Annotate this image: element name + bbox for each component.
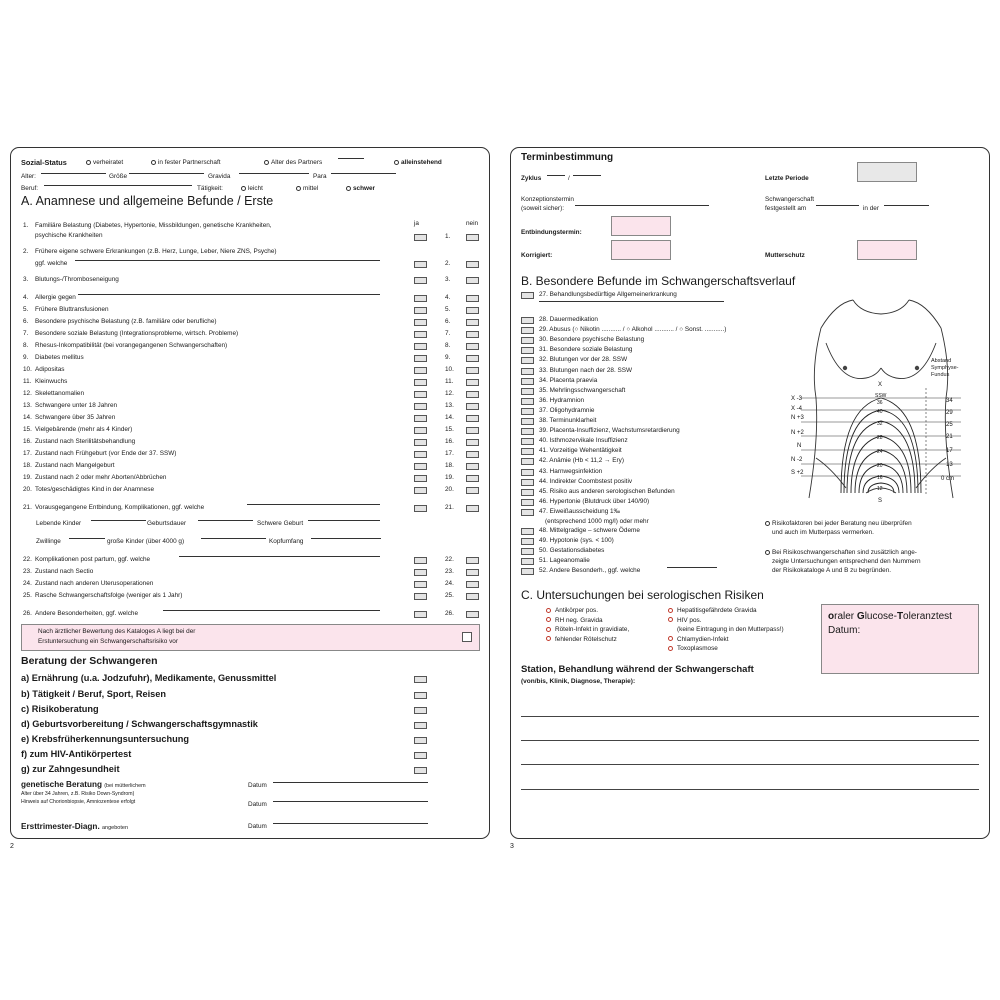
catalog-b-checkbox[interactable] xyxy=(521,428,534,435)
status-alleinstehend[interactable]: alleinstehend xyxy=(394,159,442,166)
ja-checkbox[interactable] xyxy=(414,391,427,398)
diagram-left-3: N +2 xyxy=(791,430,804,436)
ja-checkbox[interactable] xyxy=(414,379,427,386)
serology-circle-icon xyxy=(668,646,673,651)
diagram-week-36: 36 xyxy=(877,400,883,406)
ja-checkbox[interactable] xyxy=(414,439,427,446)
nein-checkbox[interactable] xyxy=(466,307,479,314)
alter-label: Alter: xyxy=(21,173,36,180)
catalog-b-checkbox[interactable] xyxy=(521,378,534,385)
konzeption-label: Konzeptionstermin xyxy=(521,196,574,203)
diagram-x-mark: X xyxy=(878,382,883,388)
zyklus-field-b[interactable] xyxy=(573,175,601,176)
diagram-week-ssw: SSW xyxy=(875,393,887,399)
diagram-week-24: 24 xyxy=(877,449,883,455)
serology-circle-icon xyxy=(546,627,551,632)
catalog-b-checkbox[interactable] xyxy=(521,528,534,535)
serology-circle-icon xyxy=(546,617,551,622)
diagram-right-1: 29 xyxy=(946,410,953,416)
beratung-checkbox[interactable] xyxy=(414,676,427,683)
festgestellt-field[interactable] xyxy=(816,205,859,206)
ja-checkbox[interactable] xyxy=(414,295,427,302)
taetigkeit-leicht[interactable]: leicht xyxy=(241,185,263,192)
catalog-b-checkbox[interactable] xyxy=(521,458,534,465)
station-line-4[interactable] xyxy=(521,789,979,790)
station-title: Station, Behandlung während der Schwangerschaft xyxy=(521,664,754,675)
para-label: Para xyxy=(313,173,327,180)
terminbestimmung-title: Terminbestimmung xyxy=(521,152,614,163)
nein-checkbox[interactable] xyxy=(466,379,479,386)
catalog-b-checkbox[interactable] xyxy=(521,368,534,375)
ja-checkbox[interactable] xyxy=(414,427,427,434)
serology-circle-icon xyxy=(668,636,673,641)
station-line-3[interactable] xyxy=(521,764,979,765)
ja-checkbox[interactable] xyxy=(414,403,427,410)
diagram-left-0: X -3 xyxy=(791,396,803,402)
ja-checkbox[interactable] xyxy=(414,557,427,564)
diagram-week-40: 40 xyxy=(877,409,883,415)
nein-checkbox[interactable] xyxy=(466,331,479,338)
catalog-b-checkbox[interactable] xyxy=(521,388,534,395)
ja-checkbox[interactable] xyxy=(414,487,427,494)
taetigkeit-label: Tätigkeit: xyxy=(197,185,223,192)
diagram-week-16: 16 xyxy=(877,475,883,481)
catalog-b-checkbox[interactable] xyxy=(521,327,534,334)
radio-icon xyxy=(296,186,301,191)
section-c-title: C. Untersuchungen bei serologischen Risiken xyxy=(521,588,764,602)
taetigkeit-mittel[interactable]: mittel xyxy=(296,185,318,192)
beratung-checkbox[interactable] xyxy=(414,722,427,729)
catalog-b-checkbox[interactable] xyxy=(521,337,534,344)
zyklus-field-a[interactable] xyxy=(547,175,565,176)
nein-checkbox[interactable] xyxy=(466,403,479,410)
page-number-right: 3 xyxy=(510,843,514,850)
gravida-field[interactable] xyxy=(239,173,309,174)
beratung-title: Beratung der Schwangeren xyxy=(21,655,158,667)
festgestellt-label: festgestellt am xyxy=(765,205,807,212)
ja-checkbox[interactable] xyxy=(414,505,427,512)
ja-checkbox[interactable] xyxy=(414,261,427,268)
nein-checkbox[interactable] xyxy=(466,391,479,398)
letzte-periode-label: Letzte Periode xyxy=(765,175,809,182)
mutterschutz-label: Mutterschutz xyxy=(765,252,805,259)
sozial-status-label: Sozial-Status xyxy=(21,158,67,167)
nein-checkbox[interactable] xyxy=(466,415,479,422)
risk-note-2: Bei Risikoschwangerschaften sind zusätzlich ange- zeigte Untersuchungen entsprechend den Nummern der Risikokataloge A und B zu begründen. xyxy=(765,548,921,575)
nein-checkbox[interactable] xyxy=(466,593,479,600)
nein-checkbox[interactable] xyxy=(466,557,479,564)
korrigiert-label: Korrigiert: xyxy=(521,252,553,259)
catalog-b-checkbox[interactable] xyxy=(521,317,534,324)
diagram-right-4: 17 xyxy=(946,448,953,454)
bullet-icon xyxy=(765,550,770,555)
diagram-right-0: 34 xyxy=(946,398,953,404)
datum-field-2[interactable] xyxy=(273,801,428,802)
diagram-s-mark: S xyxy=(878,498,883,504)
diagram-left-5: N -2 xyxy=(791,457,803,463)
serology-circle-icon xyxy=(668,617,673,622)
diagram-left-4: N xyxy=(797,443,802,449)
catalog-b-checkbox[interactable] xyxy=(521,509,534,516)
ja-checkbox[interactable] xyxy=(414,475,427,482)
para-field[interactable] xyxy=(331,173,396,174)
diagram-right-2: 25 xyxy=(946,422,953,428)
ja-checkbox[interactable] xyxy=(414,451,427,458)
diagram-week-20: 20 xyxy=(877,463,883,469)
nein-checkbox[interactable] xyxy=(466,427,479,434)
konzeption-field[interactable] xyxy=(575,205,709,206)
genetische-note1: Alter über 34 Jahren, z.B. Risiko Down-Syndrom) xyxy=(21,791,135,797)
catalog-b-checkbox[interactable] xyxy=(521,469,534,476)
catalog-b-checkbox[interactable] xyxy=(521,489,534,496)
datum-label-1: Datum xyxy=(248,782,267,789)
risk-checkbox[interactable] xyxy=(462,632,472,642)
risk-assessment-box: Nach ärztlicher Bewertung des Kataloges A liegt bei der Erstuntersuchung ein Schwangerschaftsrisiko vor xyxy=(21,624,480,651)
ja-checkbox[interactable] xyxy=(414,611,427,618)
ja-checkbox[interactable] xyxy=(414,581,427,588)
datum-label-2: Datum xyxy=(248,801,267,808)
diagram-week-28: 28 xyxy=(877,435,883,441)
ja-checkbox[interactable] xyxy=(414,307,427,314)
serology-circle-icon xyxy=(546,636,551,641)
b47-subtext: (entsprechend 1000 mg/l) oder mehr xyxy=(545,518,649,525)
station-subtitle: (von/bis, Klinik, Diagnose, Therapie): xyxy=(521,678,636,685)
ja-checkbox[interactable] xyxy=(414,463,427,470)
serology-right-list: Hepatitisgefährdete Gravida HIV pos. (keine Eintragung in den Mutterpass!) Chlamydien-Infekt Toxoplasmose xyxy=(668,606,784,654)
nein-checkbox[interactable] xyxy=(466,505,479,512)
catalog-b-checkbox[interactable] xyxy=(521,292,534,299)
serology-circle-icon xyxy=(546,608,551,613)
groesse-label: Größe xyxy=(109,173,128,180)
catalog-b-checkbox[interactable] xyxy=(521,398,534,405)
ja-checkbox[interactable] xyxy=(414,277,427,284)
catalog-b-checkbox[interactable] xyxy=(521,347,534,354)
groesse-field[interactable] xyxy=(129,173,204,174)
section-a-title: A. Anamnese und allgemeine Befunde / Erste xyxy=(21,194,274,208)
fundus-height-diagram xyxy=(791,288,976,508)
korrigiert-field[interactable] xyxy=(611,240,671,260)
nein-checkbox[interactable] xyxy=(466,355,479,362)
entbindungstermin-field[interactable] xyxy=(611,216,671,236)
letzte-periode-field[interactable] xyxy=(857,162,917,182)
datum-label-3: Datum xyxy=(248,823,267,830)
grosse-kinder-label: große Kinder (über 4000 g) xyxy=(107,538,185,545)
diagram-right-6: 0 cm xyxy=(941,476,955,482)
nein-checkbox[interactable] xyxy=(466,569,479,576)
beratung-checkbox[interactable] xyxy=(414,752,427,759)
gravida-label: Gravida xyxy=(208,173,231,180)
catalog-b-checkbox[interactable] xyxy=(521,418,534,425)
radio-icon xyxy=(241,186,246,191)
catalog-b-checkbox[interactable] xyxy=(521,568,534,575)
beratung-checkbox[interactable] xyxy=(414,767,427,774)
nein-checkbox[interactable] xyxy=(466,581,479,588)
datum-field-1[interactable] xyxy=(273,782,428,783)
ersttrimester-label: Ersttrimester-Diagn. angeboten xyxy=(21,822,128,831)
zyklus-label: Zyklus xyxy=(521,175,542,182)
serology-circle-icon xyxy=(668,608,673,613)
ja-checkbox[interactable] xyxy=(414,234,427,241)
status-alter-partner[interactable]: Alter des Partners xyxy=(264,159,322,166)
ja-checkbox[interactable] xyxy=(414,367,427,374)
ja-header: ja xyxy=(414,220,419,227)
serology-left-list: Antikörper pos. RH neg. Gravida Röteln-Infekt in gravidiate, fehlender Rötelschutz xyxy=(546,606,629,644)
nein-checkbox[interactable] xyxy=(466,463,479,470)
schwere-geburt-label: Schwere Geburt xyxy=(257,520,304,527)
catalog-b-checkbox[interactable] xyxy=(521,408,534,415)
status-verheiratet[interactable]: verheiratet xyxy=(86,159,123,166)
catalog-b-checkbox[interactable] xyxy=(521,558,534,565)
nein-checkbox[interactable] xyxy=(466,611,479,618)
geburtsdauer-label: Geburtsdauer xyxy=(147,520,187,527)
lebende-label: Lebende Kinder xyxy=(36,520,82,527)
left-page: Sozial-Status verheiratet in fester Partnerschaft Alter des Partners alleinstehend Alter: Größe Gravida Para Beruf: Tätigkeit: leicht mittel schwer A. Anamnese und allgemeine Befunde / Erste ja nein 1. Familiäre Belastung (Diabetes, Hypertonie, Missbildungen, genetische Krankheiten, psychische Krankheiten 1. 2. Frühere eigene schwere Erkrankungen (z.B. Herz, Lunge, Leber, Niere ZNS, Psyche) ggf. welche 2. 3. Blutungs-/Thromboseneigung 3. 4. Allergie gegen 4. 5. Frühere Bluttransfusionen 5. 6. Besondere psychische Belastung (z.B. familiäre oder berufliche) 6. 7. Besondere soziale Belastung (Integrationsprobleme, wirtsch. Probleme) 7. 8. Rhesus-Inkompatibilität (bei vorangegangenen Schwangerschaften) 8. 9. Diabetes mellitus 9. 10. Adipositas 10. 11. Kleinwuchs 11. 12. Skelettanomalien 12. 13. Schwangere unter 18 Jahren 13. 14. Schwangere über 35 Jahren 14. 15. Vielgebärende (mehr als 4 Kinder) 15. 16. Zustand nach Sterilitätsbehandlung 16. 17. Zustand nach Frühgeburt (vor Ende der 37. SSW) 17. 18. Zustand nach Mangelgeburt 18. 19. Zustand nach 2 oder mehr Aborten/Abbrüchen 19. 20. Totes/geschädigtes Kind in der Anamnese 20. 21. Vorausgegangene Entbindung, Komplikationen, ggf. welche 21. 22. Komplikationen post partum, ggf. welche 22. 23. Zustand nach Sectio 23. 24. Zustand nach anderen Uterusoperationen 24. 25. Rasche Schwangerschaftsfolge (weniger als 1 Jahr) 25. 26. Andere Besonderheiten, ggf. welche 26. Lebende Kinder Geburtsdauer Schwere Geburt Zwillinge große Kinder (über 4000 g) Kopfumfang Nach ärztlicher Bewertung des Kataloges A liegt bei der Erstuntersuchung ein Schwangerschaftsrisiko vor Beratung der Schwangeren a) Ernährung (u.a. Jodzufuhr), Medikamente, Genussmittel b) Tätigkeit / Beruf, Sport, Reisen c) Risikoberatung d) Geburtsvorbereitung / Schwangerschaftsgymnastik e) Krebsfrüherkennungsuntersuchung f) zum HIV-Antikörpertest g) zur Zahngesundheit genetische Beratung (bei mütterlichem Alter über 34 Jahren, z.B. Risiko Down-Syndrom) Hinweis auf Chorionbiopsie, Amniozentese erfolgt Datum Datum Ersttrimester-Diagn. angeboten Datum xyxy=(10,147,490,839)
ogtt-title: oraler Glucose-Toleranztest xyxy=(828,611,952,622)
nein-checkbox[interactable] xyxy=(466,475,479,482)
nein-checkbox[interactable] xyxy=(466,451,479,458)
diagram-right-5: 13 xyxy=(946,462,953,468)
genetische-beratung: genetische Beratung (bei mütterlichem xyxy=(21,780,146,789)
catalog-b-checkbox[interactable] xyxy=(521,448,534,455)
beratung-checkbox[interactable] xyxy=(414,707,427,714)
catalog-b-checkbox[interactable] xyxy=(521,357,534,364)
beratung-checkbox[interactable] xyxy=(414,692,427,699)
section-b-title: B. Besondere Befunde im Schwangerschaftsverlauf xyxy=(521,274,796,288)
diagram-left-1: X -4 xyxy=(791,406,803,412)
status-partnerschaft[interactable]: in fester Partnerschaft xyxy=(151,159,221,166)
nein-checkbox[interactable] xyxy=(466,261,479,268)
mutterschutz-field[interactable] xyxy=(857,240,917,260)
ja-checkbox[interactable] xyxy=(414,331,427,338)
ogtt-box[interactable] xyxy=(821,604,979,674)
ja-checkbox[interactable] xyxy=(414,343,427,350)
radio-icon xyxy=(151,160,156,165)
ja-checkbox[interactable] xyxy=(414,569,427,576)
nein-checkbox[interactable] xyxy=(466,367,479,374)
nein-checkbox[interactable] xyxy=(466,343,479,350)
beruf-field[interactable] xyxy=(44,185,192,186)
kopfumfang-label: Kopfumfang xyxy=(269,538,304,545)
ja-checkbox[interactable] xyxy=(414,319,427,326)
diagram-left-6: S +2 xyxy=(791,470,804,476)
ja-checkbox[interactable] xyxy=(414,593,427,600)
schwangerschaft-label: Schwangerschaft xyxy=(765,196,815,203)
right-page: Terminbestimmung Zyklus / Letzte Periode Konzeptionstermin (soweit sicher): Schwangerschaft festgestellt am in der Entbindungstermin: Korrigiert: Mutterschutz B. Besondere Befunde im Schwangerschaftsverlauf 27. Behandlungsbedürftige Allgemeinerkrankung 28. Dauermedikation 29. Abusus (○ Nikotin ........... / ○ Alkohol ........... / ○ Sonst. ...........) 30. Besondere psychische Belastung 31. Besondere soziale Belastung 32. Blutungen vor der 28. SSW 33. Blutungen nach der 28. SSW 34. Placenta praevia 35. Mehrlingsschwangerschaft 36. Hydramnion 37. Oligohydramnie 38. Terminunklarheit 39. Placenta-Insuffizienz, Wachstumsretardierung 40. Isthmozervikale Insuffizienz 41. Vorzeitige Wehentätigkeit 42. Anämie (Hb < 11,2 → Ery) 43. Harnwegsinfektion 44. Indirekter Coombstest positiv 45. Risiko aus anderen serologischen Befunden 46. Hypertonie (Blutdruck über 140/90) 47. Eiweißausscheidung 1‰ 48. Mittelgradige – schwere Ödeme 49. Hypotonie (sys. < 100) 50. Gestationsdiabetes 51. Lageanomalie 52. Andere Besonderh., ggf. welche (entsprechend 1000 mg/l) oder mehr X -3 X -4 N +3 N +2 N N -2 S +2 34 29 25 21 17 13 0 cm SSW 36 40 32 28 24 20 16 12 X S Abstand Symphyse- Fundus Risikofaktoren bei jeder Beratung neu überprüfen und auch im Mutterpass vermerken. Bei Risikoschwangerschaften sind zusätzlich ange- zeigte Untersuchungen entsprechend den Nummern der Risikokataloge A und B zu begründen. C. Untersuchungen bei serologischen Risiken Antikörper pos. RH neg. Gravida Röteln-Infekt in gravidiate, fehlender Rötelschutz Hepatitisgefährdete Gravida HIV pos. (keine Eintragung in den Mutterpass!) Chlamydien-Infekt Toxoplasmose oraler Glucose-Toleranztest Datum: Station, Behandlung während der Schwangerschaft (von/bis, Klinik, Diagnose, Therapie): xyxy=(510,147,990,839)
risk-note-1: Risikofaktoren bei jeder Beratung neu überprüfen und auch im Mutterpass vermerken. xyxy=(765,519,912,537)
catalog-b-checkbox[interactable] xyxy=(521,538,534,545)
nein-checkbox[interactable] xyxy=(466,319,479,326)
catalog-b-checkbox[interactable] xyxy=(521,548,534,555)
sozial-status-row xyxy=(21,158,67,167)
genetische-note2: Hinweis auf Chorionbiopsie, Amniozentese erfolgt xyxy=(21,799,136,805)
abstand-label: Abstand Symphyse- Fundus xyxy=(931,358,959,378)
catalog-b-checkbox[interactable] xyxy=(521,438,534,445)
diagram-week-32: 32 xyxy=(877,421,883,427)
alter-field[interactable] xyxy=(41,173,106,174)
station-line-2[interactable] xyxy=(521,740,979,741)
nein-checkbox[interactable] xyxy=(466,295,479,302)
nein-header: nein xyxy=(466,220,479,227)
in-der-label: in der xyxy=(863,205,879,212)
konzeption-sub: (soweit sicher): xyxy=(521,205,564,212)
diagram-left-2: N +3 xyxy=(791,415,804,421)
ogtt-datum: Datum: xyxy=(828,625,861,636)
entbindungstermin-label: Entbindungstermin: xyxy=(521,229,582,236)
nein-checkbox[interactable] xyxy=(466,277,479,284)
radio-icon xyxy=(346,186,351,191)
diagram-right-3: 21 xyxy=(946,434,953,440)
ja-checkbox[interactable] xyxy=(414,415,427,422)
station-line-1[interactable] xyxy=(521,716,979,717)
radio-icon xyxy=(86,160,91,165)
catalog-b-checkbox[interactable] xyxy=(521,499,534,506)
in-der-field[interactable] xyxy=(884,205,929,206)
radio-icon xyxy=(264,160,269,165)
taetigkeit-schwer[interactable]: schwer xyxy=(346,185,375,192)
zwillinge-label: Zwillinge xyxy=(36,538,61,545)
nein-checkbox[interactable] xyxy=(466,234,479,241)
bullet-icon xyxy=(765,521,770,526)
page-number-left: 2 xyxy=(10,843,14,850)
beruf-label: Beruf: xyxy=(21,185,39,192)
diagram-week-12: 12 xyxy=(877,486,883,492)
datum-field-3[interactable] xyxy=(273,823,428,824)
nein-checkbox[interactable] xyxy=(466,439,479,446)
nein-checkbox[interactable] xyxy=(466,487,479,494)
beratung-checkbox[interactable] xyxy=(414,737,427,744)
catalog-b-checkbox[interactable] xyxy=(521,479,534,486)
ja-checkbox[interactable] xyxy=(414,355,427,362)
radio-icon xyxy=(394,160,399,165)
